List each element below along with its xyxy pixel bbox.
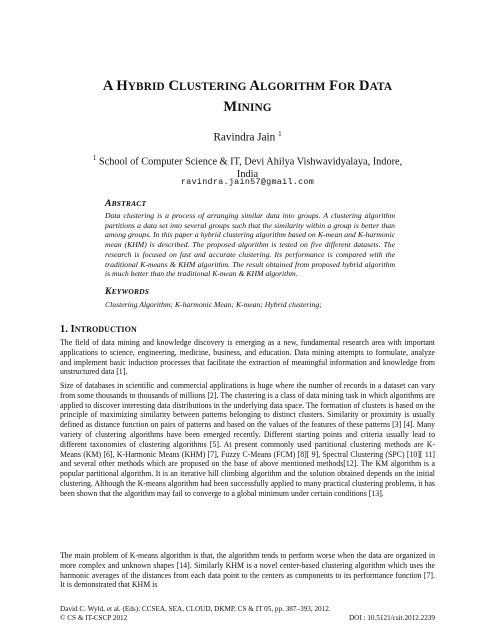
title-line-2: MINING [223, 99, 272, 115]
paragraph-1: The field of data mining and knowledge discovery is emerging as a new, fundamental research area with important applications to science, engineering, medicine, business, and education. Data mining attempts to formulate, analyze and implement basic induction processes that facilitate the extraction of meaningful information and knowledge from unstructured data [1]. [60, 338, 435, 377]
abstract-heading [105, 198, 146, 209]
section-heading-introduction [60, 324, 137, 335]
author-email: ravindra.jain57@gmail.com [180, 177, 315, 187]
page-footer [60, 605, 435, 623]
abstract-heading-text: ABSTRACT [105, 198, 147, 209]
keywords-heading [105, 286, 149, 297]
paragraph-3: The main problem of K-means algorithm is that, the algorithm tends to perform worse when the data are organized in more complex and unknown shapes [14]. Similarly KHM is a novel center-based clustering algorithm which uses the harmonic averages of the distances from each data point to the centers as components to its performance function [7]. It is demonstrated that KHM is [60, 551, 435, 590]
footer-citation: David C. Wyld, et al. (Eds): CCSEA, SEA, CLOUD, DKMP, CS & IT 05, pp. 387–393, 2012. [60, 605, 331, 613]
author-superscript: 1 [278, 130, 282, 138]
section-number: 1. [60, 324, 68, 335]
title-line-1: A HYBRID CLUSTERING ALGORITHM FOR DATA [102, 78, 393, 94]
author-name [0, 130, 495, 144]
footer-doi: DOI : 10.5121/csit.2012.2239 [348, 614, 435, 622]
abstract-text: Data clustering is a process of arranging similar data into groups. A clustering algorithm partitions a data set into several groups such that the similarity within a group is better than among groups. In this paper a hybrid clustering algorithm based on K-mean and K-harmonic mean (KHM) is described. The proposed algorithm is tested on five different datasets. The research is focused on fast and accurate clustering. Its performance is compared with the traditional K-means & KHM algorithm. The result obtained from proposed hybrid algorithm is much better than the traditional K-mean & KHM algorithm. [105, 211, 395, 279]
author-text: Ravindra Jain [213, 131, 276, 144]
affiliation-superscript: 1 [92, 154, 97, 162]
footer-copyright: © CS & IT-CSCP 2012 [60, 614, 128, 622]
keywords-text: Clustering Algorithm; K-harmonic Mean; K-mean; Hybrid clustering; [105, 300, 322, 309]
paper-title [60, 76, 435, 118]
paragraph-2: Size of databases in scientific and commercial applications is huge where the number of records in a dataset can vary from some thousands to thousands of millions [2]. The clustering is a class of data mining task in which algorithms are applied to discover interesting data distributions in the underlying data space. The formation of clusters is based on the principle of maximizing similarity between patterns belonging to distinct clusters. Similarity or proximity is usually defined as distance function on pairs of patterns and based on the values of the features of these patterns [3] [4]. Many variety of clustering algorithms have been emerged recently. Different starting points and criteria usually lead to different taxonomies of clustering algorithms [5]. At present commonly used partitional clustering methods are K-Means (KM) [6], K-Harmonic Means (KHM) [7], Fuzzy C-Means (FCM) [8][ 9], Spectral Clustering (SPC) [10][ 11] and several other methods which are proposed on the base of above mentioned methods[12]. The KM algorithm is a popular partitional algorithm. It is an iterative hill climbing algorithm and the solution obtained depends on the initial clustering. Although the K-means algorithm had been successfully applied to many practical clustering problems, it has been shown that the algorithm may fail to converge to a global minimum under certain conditions [13]. [60, 381, 435, 498]
section-title: INTRODUCTION [70, 324, 137, 335]
affiliation-line-2: India [236, 168, 259, 180]
footer-row [60, 614, 435, 623]
keywords-heading-text: KEYWORDS [105, 286, 150, 297]
affiliation-line-1 [90, 152, 405, 169]
affiliation-text-1: School of Computer Science & IT, Devi Ahilya Vishwavidyalaya, Indore, [98, 156, 403, 168]
